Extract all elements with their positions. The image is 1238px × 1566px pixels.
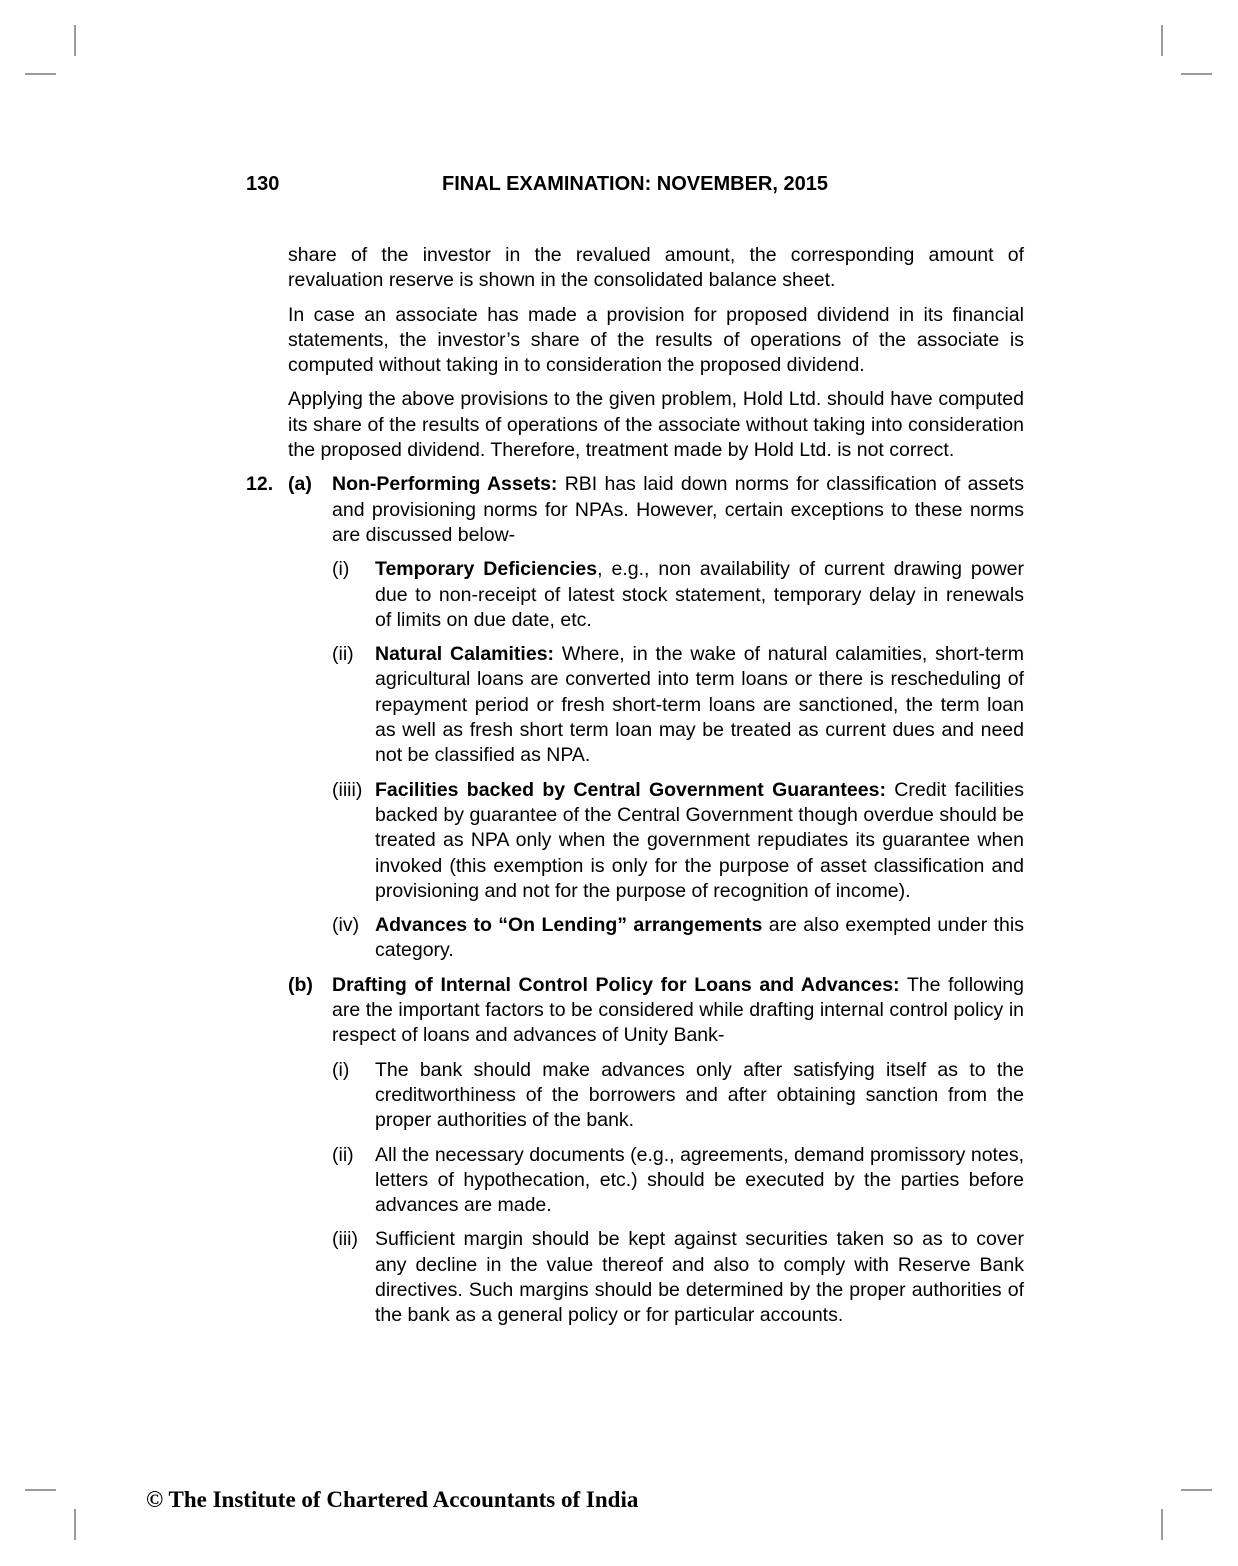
- subitem-heading: Natural Calamities:: [375, 643, 555, 666]
- subitem-text: [375, 557, 1024, 633]
- subitem-label: (iii): [332, 1228, 358, 1251]
- copyright-footer: © The Institute of Chartered Accountants of India: [146, 1487, 639, 1512]
- subitem-label: (iiii): [332, 778, 363, 801]
- crop-mark-bottom-right-vertical: [1161, 1509, 1163, 1540]
- subitem-heading: Temporary Deficiencies: [375, 558, 598, 581]
- subitem-body: are also exempted under this category.: [375, 914, 1024, 962]
- part-heading: Drafting of Internal Control Policy for Loans and Advances:: [332, 973, 900, 996]
- paragraph: Applying the above provisions to the given problem, Hold Ltd. should have computed its share of the results of operations of the associate without taking into consideration the proposed dividend. Therefore, treatment made by Hold Ltd. is not correct.: [288, 388, 1024, 462]
- crop-mark-top-left-horizontal: [25, 73, 56, 75]
- subitem-body: Credit facilities backed by guarantee of the Central Government though overdue should be treated as NPA only when the government repudiates its guarantee when invoked (this exemption is only for the purpose of asset classification and provisioning and not for the purpose of recognition of income).: [375, 778, 1024, 902]
- part-label: (a): [288, 473, 312, 496]
- subitem-a-iiii: [332, 778, 1024, 904]
- question-body: [288, 472, 1024, 1337]
- subitem-body: , e.g., non availability of current drawing power due to non-receipt of latest stock statement, temporary delay in renewals of limits on due date, etc.: [375, 558, 1024, 631]
- subitem-label: (i): [332, 1058, 350, 1081]
- part-content: [332, 472, 1024, 963]
- subitem-label: (ii): [332, 1143, 354, 1166]
- part-text: The following are the important factors to be considered while drafting internal control policy in respect of loans and advances of Unity Bank-: [332, 973, 1024, 1047]
- subitem-text: [375, 642, 1024, 768]
- question-number: 12.: [246, 473, 274, 496]
- document-body: [246, 243, 1024, 1338]
- subitem-b-ii: [332, 1143, 1024, 1219]
- question-12: [246, 472, 1024, 1337]
- crop-mark-top-right-horizontal: [1181, 73, 1212, 75]
- part-lead-paragraph: [332, 472, 1024, 548]
- subitem-text: The bank should make advances only after satisfying itself as to the creditworthiness of the borrowers and after obtaining sanction from the proper authorities of the bank.: [375, 1058, 1024, 1132]
- subitem-a-i: [332, 557, 1024, 633]
- paragraph: In case an associate has made a provision for proposed dividend in its financial statements, the investor’s share of the results of operations of the associate is computed without taking in to consideration the proposed dividend.: [288, 303, 1024, 377]
- paragraph: share of the investor in the revalued amount, the corresponding amount of revaluation reserve is shown in the consolidated balance sheet.: [288, 244, 1024, 292]
- header-title: FINAL EXAMINATION: NOVEMBER, 2015: [442, 173, 828, 195]
- part-heading: Non-Performing Assets:: [332, 473, 558, 496]
- part-a: [288, 472, 1024, 963]
- subitem-text: All the necessary documents (e.g., agreements, demand promissory notes, letters of hypothecation, etc.) should be executed by the parties before advances are made.: [375, 1143, 1024, 1217]
- subitem-a-ii: [332, 642, 1024, 768]
- crop-mark-bottom-left-horizontal: [25, 1489, 56, 1491]
- subitem-body: Where, in the wake of natural calamities, short-term agricultural loans are converted into term loans or there is rescheduling of repayment period or fresh short-term loans are sanctioned, the term loan as well as fresh short term loan may be treated as current dues and need not be classified as NPA.: [375, 643, 1025, 767]
- part-content: [332, 973, 1024, 1329]
- crop-mark-bottom-left-vertical: [74, 1509, 76, 1540]
- subitem-label: (ii): [332, 643, 354, 666]
- subitem-b-iii: [332, 1227, 1024, 1328]
- subitem-label: (i): [332, 558, 350, 581]
- page-number: 130: [246, 173, 280, 195]
- part-b: [288, 973, 1024, 1329]
- crop-mark-top-right-vertical: [1161, 25, 1163, 56]
- part-label: (b): [288, 973, 313, 996]
- crop-mark-top-left-vertical: [74, 25, 76, 56]
- part-lead-paragraph: [332, 973, 1024, 1049]
- subitem-text: [375, 913, 1024, 964]
- subitem-heading: Facilities backed by Central Government Guarantees:: [375, 778, 886, 801]
- part-text: RBI has laid down norms for classification of assets and provisioning norms for NPAs. However, certain exceptions to these norms are discussed below-: [332, 473, 1024, 546]
- subitem-text: Sufficient margin should be kept against securities taken so as to cover any decline in the value thereof and also to comply with Reserve Bank directives. Such margins should be determined by the proper authorities of the bank as a general policy or for particular accounts.: [375, 1228, 1024, 1327]
- page-header: [246, 171, 1024, 197]
- subitem-a-iv: [332, 913, 1024, 964]
- subitem-text: [375, 778, 1024, 904]
- crop-mark-bottom-right-horizontal: [1181, 1489, 1212, 1491]
- subitem-b-i: [332, 1058, 1024, 1134]
- subitem-heading: Advances to “On Lending” arrangements: [375, 914, 763, 937]
- subitem-label: (iv): [332, 914, 360, 937]
